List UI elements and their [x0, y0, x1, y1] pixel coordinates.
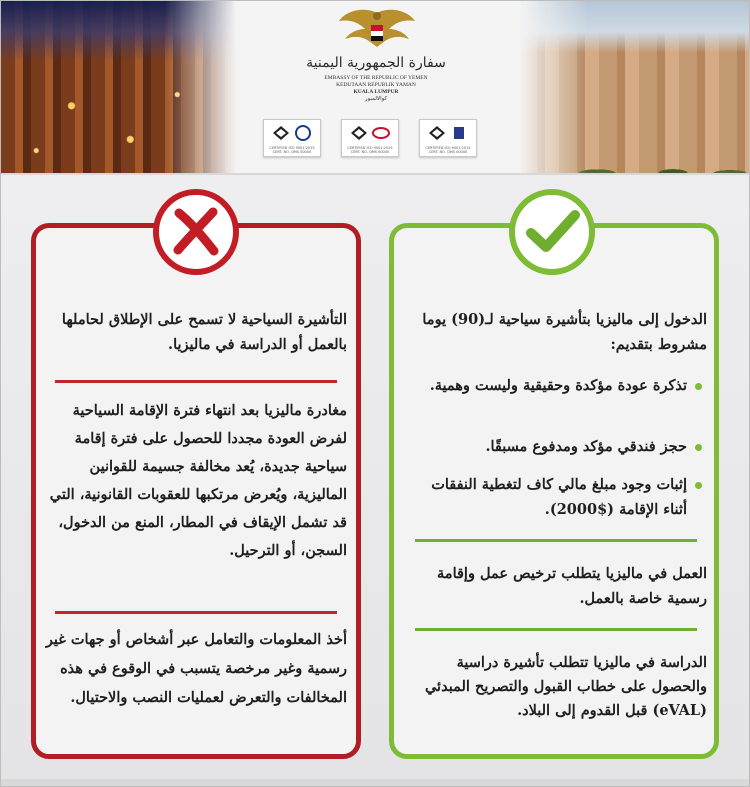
certification-mark-icon — [428, 125, 446, 141]
photo-mud-towers — [519, 1, 749, 173]
prohibited-badge — [153, 189, 239, 275]
embassy-name-arabic: سفارة الجمهورية اليمنية — [306, 55, 446, 71]
bullet-dot — [695, 383, 702, 390]
allowed-divider — [415, 628, 697, 631]
certification-logo-icon — [372, 125, 390, 141]
iso-certificate-badge: CERTIFIED ISO 9001:2015 CERT. NO. QMS 00000 — [341, 119, 399, 157]
header-banner — [1, 1, 749, 173]
iso-certificate-badge: CERTIFIED ISO 9001:2015 CERT. NO. QMS 00000 — [263, 119, 321, 157]
iso-certificate-badge: CERTIFIED ISO 9001:2015 CERT. NO. QMS 00000 — [419, 119, 477, 157]
certification-mark-icon — [272, 125, 290, 141]
allowed-item-funds: إثبات وجود مبلغ مالي كاف لتغطية النفقات أثناء الإقامة ($2000). — [431, 476, 687, 518]
prohibited-text-unofficial: أخذ المعلومات والتعامل عبر أشخاص أو جهات غير رسمية وغير مرخصة يتسبب في الوقوع في هذه المخالفات والتعرض لعمليات النصب والاحتيال. — [45, 631, 347, 706]
allowed-text-work: العمل في ماليزيا يتطلب ترخيص عمل وإقامة رسمية خاصة بالعمل. — [437, 565, 707, 607]
prohibited-divider — [55, 380, 337, 383]
check-mark-icon — [515, 195, 589, 269]
bullet-dot — [695, 482, 702, 489]
prohibited-text-work-study: التأشيرة السياحية لا تسمح على الإطلاق لحاملها بالعمل أو الدراسة في ماليزيا. — [61, 311, 347, 353]
allowed-intro: الدخول إلى ماليزيا بتأشيرة سياحية لـ(90) يوما مشروط بتقديم: — [422, 311, 707, 353]
prohibited-divider — [55, 611, 337, 614]
certification-logo-icon — [450, 125, 468, 141]
certification-logo-icon — [294, 125, 312, 141]
embassy-name-english: EMBASSY OF THE REPUBLIC OF YEMEN KEDUTAAN REPUBLIK YAMAN KUALA LUMPUR كوالالمبور — [324, 75, 428, 102]
allowed-item-hotel: حجز فندقي مؤكد ومدفوع مسبقًا. — [485, 438, 687, 455]
photo-old-city-night — [1, 1, 236, 173]
allowed-badge — [509, 189, 595, 275]
header-divider — [1, 173, 749, 175]
allowed-divider — [415, 539, 697, 542]
certification-mark-icon — [350, 125, 368, 141]
prohibited-text-overstay: مغادرة ماليزيا بعد انتهاء فترة الإقامة السياحية لفرض العودة مجددا للحصول على فترة إقامة سياحية جديدة، يُعد مخالفة جسيمة للقوانين الماليزية، ويُعرض مرتكبها للعقوبات القانونية، التي قد تشمل الإيقاف في المطار، المنع من الدخول، السجن، أو الترحيل. — [49, 402, 347, 559]
allowed-text-study: الدراسة في ماليزيا تتطلب تأشيرة دراسية والحصول على خطاب القبول والتصريح المبدئي (eVAL) قبل القدوم إلى البلاد. — [424, 654, 707, 719]
x-cross-icon — [159, 195, 233, 269]
allowed-item-return-ticket: تذكرة عودة مؤكدة وحقيقية وليست وهمية. — [429, 377, 687, 394]
eagle-emblem-icon — [337, 7, 417, 55]
bullet-dot — [695, 444, 702, 451]
bottom-bar — [1, 779, 749, 786]
